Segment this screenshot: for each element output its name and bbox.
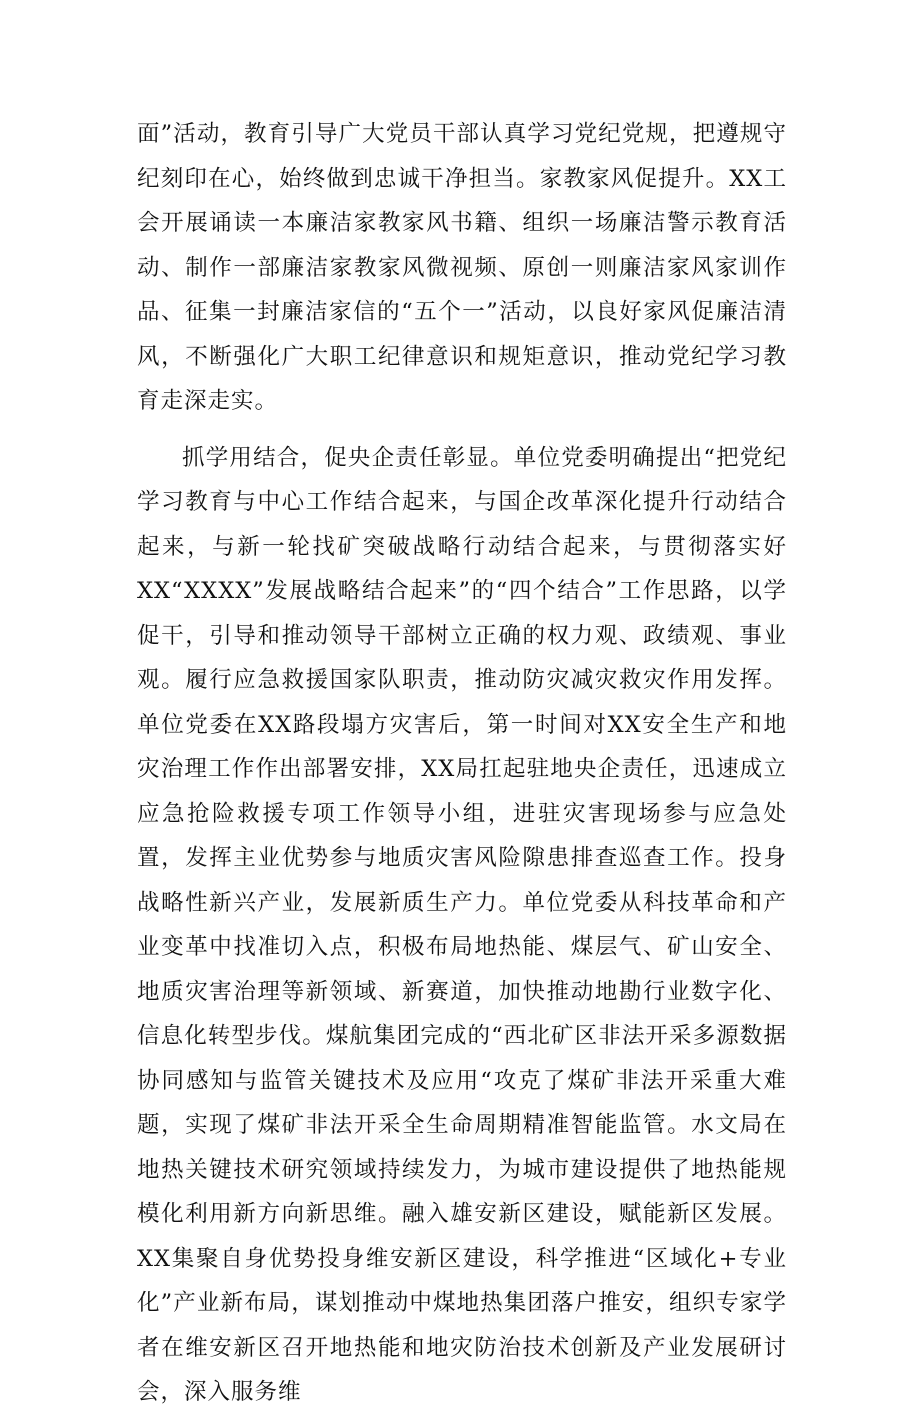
- paragraph-study-application: 抓学用结合，促央企责任彰显。单位党委明确提出“把党纪学习教育与中心工作结合起来，与国企改革深化提升行动结合起来，与新一轮找矿突破战略行动结合起来，与贯彻落实好XX“XXXX”发展战略结合起来”的“四个结合”工作思路，以学促干，引导和推动领导干部树立正确的权力观、政绩观、事业观。履行应急救援国家队职责，推动防灾减灾救灾作用发挥。单位党委在XX路段塌方灾害后，第一时间对XX安全生产和地灾治理工作作出部署安排，XX局扛起驻地央企责任，迅速成立应急抢险救援专项工作领导小组，进驻灾害现场参与应急处置，发挥主业优势参与地质灾害风险隙患排查巡查工作。投身战略性新兴产业，发展新质生产力。单位党委从科技革命和产业变革中找准切入点，积极布局地热能、煤层气、矿山安全、地质灾害治理等新领域、新赛道，加快推动地勘行业数字化、信息化转型步伐。煤航集团完成的“西北矿区非法开采多源数据协同感知与监管关键技术及应用“攻克了煤矿非法开采重大难题，实现了煤矿非法开采全生命周期精准智能监管。水文局在地热关键技术研究领域持续发力，为城市建设提供了地热能规模化利用新方向新思维。融入雄安新区建设，赋能新区发展。XX集聚自身优势投身维安新区建设，科学推进“区域化+专业化”产业新布局，谋划推动中煤地热集团落户推安，组织专家学者在维安新区召开地热能和地灾防治技术创新及产业发展研讨会，深入服务维: [137, 444, 787, 1405]
- document-body: [137, 112, 787, 1415]
- paragraph-continuation: 面”活动，教育引导广大党员干部认真学习党纪党规，把遵规守纪刻印在心，始终做到忠诚干净担当。家教家风促提升。XX工会开展诵读一本廉洁家教家风书籍、组织一场廉洁警示教育活动、制作一部廉洁家教家风微视频、原创一则廉洁家风家训作品、征集一封廉洁家信的“五个一”活动，以良好家风促廉洁清风，不断强化广大职工纪律意识和规矩意识，推动党纪学习教育走深走实。: [137, 121, 787, 414]
